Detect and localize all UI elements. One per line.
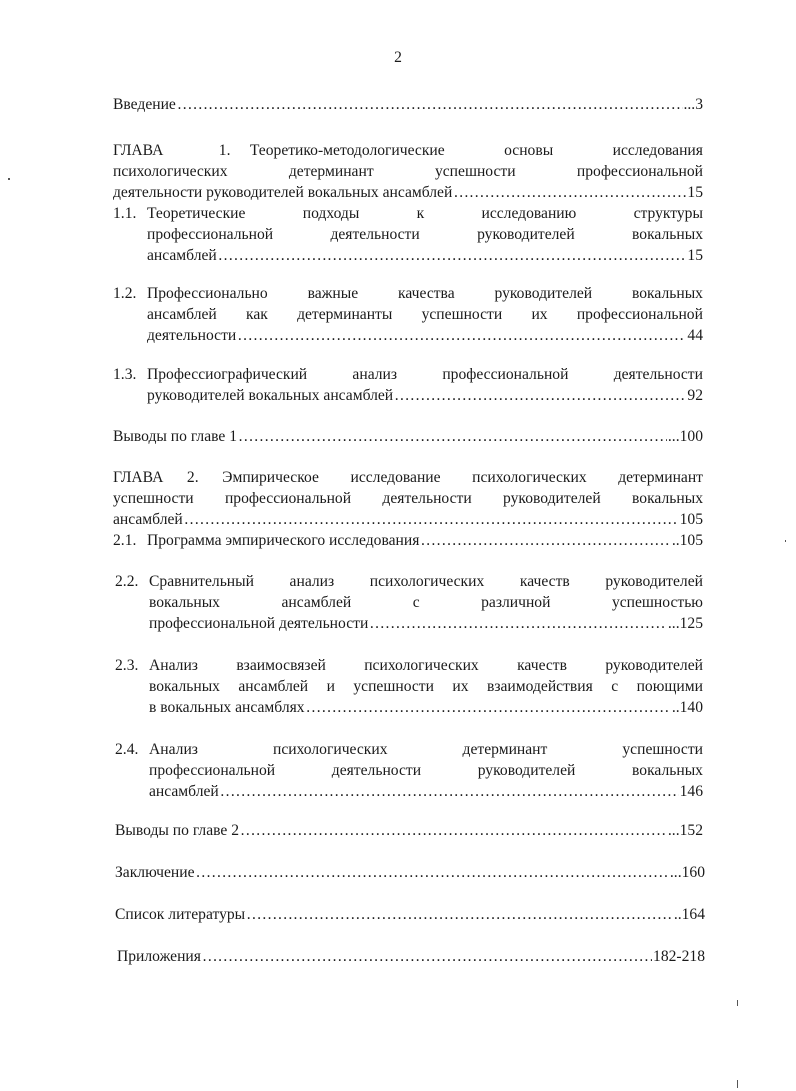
toc-entry-page: 92 <box>687 387 703 404</box>
word: как <box>246 306 268 323</box>
word: психологических <box>369 573 485 590</box>
word: детерминант <box>618 469 703 486</box>
word: вокальных <box>632 762 703 779</box>
toc-entry-page: 182-218 <box>653 948 705 965</box>
word: Профессионально <box>147 285 268 302</box>
word: с <box>412 594 420 611</box>
toc-entry-page: ...100 <box>667 428 703 445</box>
toc-line <box>149 697 703 718</box>
section-number: 2.2. <box>115 573 139 590</box>
toc-entry-title: Список литературы <box>115 906 246 923</box>
word: успешности <box>434 163 516 180</box>
toc-entry-title: Заключение <box>115 864 195 881</box>
word: 1. <box>218 142 231 159</box>
word: взаимосвязей <box>236 657 326 674</box>
toc-leader <box>453 182 686 203</box>
toc-entry-title: Выводы по главе 2 <box>115 822 240 839</box>
toc-line <box>113 161 703 182</box>
word: успешности <box>421 306 503 323</box>
word: Эмпирическое <box>222 469 319 486</box>
toc-leader <box>394 385 686 406</box>
toc-line <box>149 676 703 697</box>
word: деятельности <box>330 226 420 243</box>
scan-speck <box>737 1000 738 1006</box>
toc-entry-title: ансамблей <box>149 783 219 800</box>
toc-leader <box>306 697 671 718</box>
toc-section-2-2[interactable] <box>113 571 703 634</box>
toc-leader <box>220 781 679 802</box>
word: детерминант <box>462 741 548 758</box>
toc-line <box>149 781 703 802</box>
word: психологических <box>364 657 479 674</box>
toc-entry-page: ..164 <box>673 906 705 923</box>
word: деятельности <box>331 762 422 779</box>
word: профессиональной <box>147 226 274 243</box>
toc-section-2-3[interactable] <box>113 655 703 718</box>
toc-line <box>147 304 703 325</box>
word: вокальных <box>149 594 220 611</box>
toc-line <box>149 739 703 760</box>
toc-line <box>147 364 703 385</box>
toc-entry-introduction[interactable] <box>113 94 703 115</box>
toc-line <box>149 655 703 676</box>
toc-entry-title: в вокальных ансамблях <box>149 699 305 716</box>
toc-entry-title: профессиональной деятельности <box>149 615 369 632</box>
toc-entry-page: ..105 <box>671 532 703 549</box>
toc-entry-page: 146 <box>679 783 703 800</box>
word: анализ <box>289 573 335 590</box>
toc-entry-page: 44 <box>687 327 703 344</box>
word: ГЛАВА <box>113 469 164 486</box>
toc-leader <box>237 325 686 346</box>
toc-entry-title: деятельности <box>147 327 237 344</box>
section-number: 2.1. <box>113 532 137 549</box>
word: ансамблей <box>238 678 309 695</box>
toc-section-1-1[interactable] <box>113 203 703 266</box>
section-number: 1.2. <box>113 285 137 302</box>
toc-entry-page: ..140 <box>671 699 703 716</box>
word: различной <box>481 594 551 611</box>
section-number: 1.3. <box>113 366 137 383</box>
toc-line <box>147 325 703 346</box>
word: профессиональной <box>442 366 569 383</box>
word: структуры <box>633 205 703 222</box>
word: Анализ <box>149 741 198 758</box>
toc-chapter-1[interactable] <box>113 140 703 203</box>
toc-leader <box>240 820 667 841</box>
section-number: 2.4. <box>115 741 139 758</box>
word: успешности <box>113 490 194 507</box>
word: детерминанты <box>297 306 393 323</box>
toc-line <box>113 182 703 203</box>
toc-leader <box>218 245 687 266</box>
word: профессиональной <box>576 163 703 180</box>
word: важные <box>307 285 359 302</box>
toc-chapter-2[interactable] <box>113 467 703 530</box>
toc-line <box>113 488 703 509</box>
word: вокальных <box>632 226 703 243</box>
toc-line <box>147 385 703 406</box>
word: исследованию <box>481 205 577 222</box>
toc-entry-page: ...125 <box>667 615 703 632</box>
word: подходы <box>302 205 360 222</box>
toc-entry-conclusions-ch2[interactable] <box>115 820 703 841</box>
toc-entry-page: 15 <box>687 184 703 201</box>
word: профессиональной <box>576 306 703 323</box>
toc-leader <box>238 426 667 447</box>
section-number: 2.3. <box>115 657 139 674</box>
toc-leader <box>246 904 673 925</box>
word: качества <box>398 285 455 302</box>
toc-leader <box>202 946 652 967</box>
word: руководителей <box>494 285 593 302</box>
page-number: 2 <box>394 49 402 66</box>
toc-leader <box>177 94 683 115</box>
word: ансамблей <box>147 306 217 323</box>
word: качеств <box>519 573 570 590</box>
scan-speck <box>737 1080 738 1088</box>
word: вокальных <box>632 490 703 507</box>
word: исследование <box>350 469 441 486</box>
word: детерминант <box>288 163 374 180</box>
word: руководителей <box>477 226 575 243</box>
toc-leader <box>184 509 679 530</box>
scan-speck <box>785 540 786 542</box>
toc-section-1-3[interactable] <box>113 364 703 406</box>
word: вокальных <box>632 285 703 302</box>
word: Профессиографический <box>147 366 308 383</box>
toc-entry-references[interactable] <box>115 904 705 925</box>
toc-line <box>113 140 703 161</box>
toc-entry-conclusion[interactable] <box>115 862 705 883</box>
word: основы <box>504 142 554 159</box>
word: ансамблей <box>281 594 352 611</box>
word: психологических <box>272 741 388 758</box>
toc-line <box>149 760 703 781</box>
word: деятельности <box>382 490 472 507</box>
toc-entry-page: ...160 <box>669 864 705 881</box>
word: профессиональной <box>149 762 276 779</box>
toc-entry-title: руководителей вокальных ансамблей <box>147 387 394 404</box>
toc-entry-title: Приложения <box>117 948 201 965</box>
word: Теоретико-методологические <box>249 142 445 159</box>
toc-entry-conclusions-ch1[interactable] <box>113 426 703 447</box>
word: исследования <box>612 142 703 159</box>
word: анализ <box>352 366 398 383</box>
toc-entry-page: 105 <box>679 511 703 528</box>
word: руководителей <box>605 573 703 590</box>
word: качеств <box>517 657 567 674</box>
word: Сравнительный <box>149 573 254 590</box>
word: психологических <box>113 163 228 180</box>
section-number: 1.1. <box>113 205 137 222</box>
toc-leader <box>196 862 669 883</box>
toc-line <box>113 467 703 488</box>
toc-entry-page: ...3 <box>683 96 703 113</box>
word: руководителей <box>605 657 703 674</box>
word: и <box>326 678 335 695</box>
word: с <box>611 678 619 695</box>
word: ГЛАВА <box>113 142 164 159</box>
toc-entry-page: 15 <box>687 247 703 264</box>
word: их <box>531 306 548 323</box>
word: 2. <box>186 469 199 486</box>
word: успешностью <box>611 594 703 611</box>
toc-line <box>147 245 703 266</box>
word: Анализ <box>149 657 198 674</box>
toc-entry-title: ансамблей <box>113 511 183 528</box>
toc-line <box>149 571 703 592</box>
word: психологических <box>472 469 587 486</box>
word: поющими <box>636 678 703 695</box>
word: руководителей <box>503 490 601 507</box>
word: профессиональной <box>224 490 352 507</box>
toc-entry-page: ...152 <box>667 822 703 839</box>
word: успешности <box>622 741 703 758</box>
toc-leader <box>420 530 670 551</box>
toc-entry-title: деятельности руководителей вокальных ансамблей <box>113 184 453 201</box>
word: взаимодействия <box>486 678 593 695</box>
toc-section-1-2[interactable] <box>113 283 703 346</box>
toc-section-2-1[interactable] <box>113 530 703 551</box>
scan-speck <box>8 178 10 180</box>
toc-section-2-4[interactable] <box>113 739 703 802</box>
word: их <box>452 678 469 695</box>
word: успешности <box>353 678 434 695</box>
word: к <box>416 205 425 222</box>
word: руководителей <box>477 762 576 779</box>
word: вокальных <box>149 678 220 695</box>
toc-entry-title: ансамблей <box>147 247 217 264</box>
toc-entry-title: Выводы по главе 1 <box>113 428 238 445</box>
word: деятельности <box>613 366 703 383</box>
toc-entry-title: Программа эмпирического исследования <box>147 532 420 549</box>
toc-leader <box>369 613 667 634</box>
toc-line <box>147 203 703 224</box>
toc-line <box>147 283 703 304</box>
toc-line <box>149 592 703 613</box>
toc-line <box>149 613 703 634</box>
toc-line <box>113 509 703 530</box>
toc-line <box>147 224 703 245</box>
toc-entry-appendix[interactable] <box>117 946 705 967</box>
word: Теоретические <box>147 205 246 222</box>
toc-entry-title: Введение <box>113 96 176 113</box>
